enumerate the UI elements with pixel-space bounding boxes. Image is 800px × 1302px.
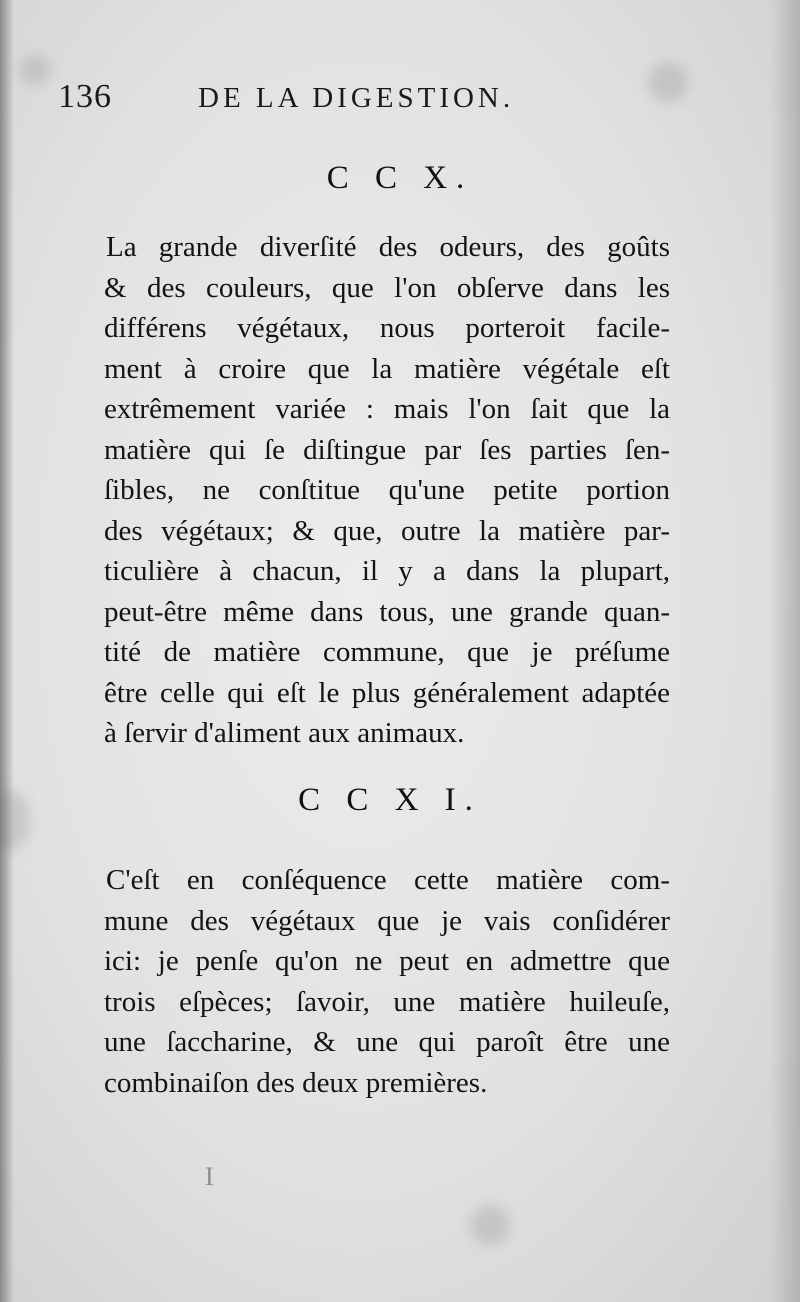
paper-stain bbox=[470, 1205, 510, 1245]
text-line: trois eſpèces; ſavoir, une matière huileuſe, bbox=[104, 985, 670, 1018]
text-line: à ſervir d'aliment aux animaux. bbox=[104, 717, 465, 749]
section-paragraph bbox=[68, 227, 670, 754]
text-line: différens végétaux, nous porteroit facile- bbox=[104, 312, 670, 344]
text-line: C'eſt en conſéquence cette matière com- bbox=[106, 864, 670, 896]
text-line: des végétaux; & que, outre la matière par- bbox=[104, 514, 670, 547]
paper-stain bbox=[648, 62, 688, 102]
text-line: matière qui ſe diſtingue par ſes parties ſen- bbox=[104, 433, 670, 466]
signature-mark: I bbox=[205, 1162, 214, 1191]
page-number: 136 bbox=[58, 78, 112, 115]
text-line: ici: je penſe qu'on ne peut en admettre que bbox=[104, 945, 670, 977]
section-heading: C C X I. bbox=[298, 782, 482, 818]
text-line: La grande diverſité des odeurs, des goûts bbox=[106, 231, 670, 263]
text-line: ticulière à chacun, il y a dans la plupart, bbox=[104, 555, 670, 587]
text-line: extrêmement variée : mais l'on ſait que la bbox=[104, 393, 670, 425]
section-heading: C C X. bbox=[326, 160, 474, 196]
text-line: peut-être même dans tous, une grande quan- bbox=[104, 595, 670, 628]
paper-stain bbox=[20, 55, 50, 85]
text-line: ment à croire que la matière végétale eſt bbox=[104, 352, 670, 385]
text-line: être celle qui eſt le plus généralement adaptée bbox=[104, 676, 670, 709]
text-line: & des couleurs, que l'on obſerve dans les bbox=[104, 271, 670, 304]
running-head bbox=[58, 78, 538, 118]
text-line: une ſaccharine, & une qui paroît être une bbox=[104, 1026, 670, 1058]
text-line: mune des végétaux que je vais conſidérer bbox=[104, 904, 670, 937]
running-title: DE LA DIGESTION. bbox=[198, 82, 515, 114]
text-line: combinaiſon des deux premières. bbox=[104, 1066, 488, 1099]
section-paragraph bbox=[68, 860, 670, 1103]
text-line: tité de matière commune, que je préſume bbox=[104, 636, 670, 668]
text-line: ſibles, ne conſtitue qu'une petite portion bbox=[104, 474, 670, 506]
